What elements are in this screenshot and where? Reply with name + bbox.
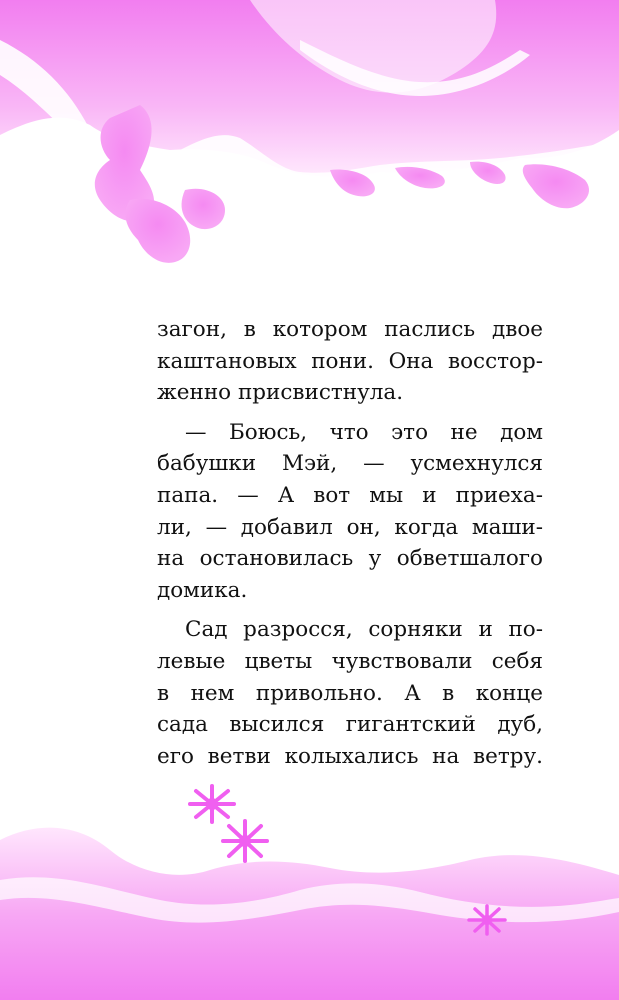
flower-icon bbox=[469, 906, 505, 934]
text-line: — Боюсь, что это не дом bbox=[185, 419, 543, 445]
paragraph bbox=[157, 417, 543, 607]
text-line: сада высился гигантский дуб, bbox=[157, 712, 543, 738]
text-line: в нем привольно. А в конце bbox=[157, 680, 543, 706]
text-line: загон, в котором паслись двое bbox=[157, 317, 543, 342]
text-line: домика. bbox=[157, 577, 248, 603]
tree-branches-illustration bbox=[0, 0, 619, 263]
flower-icon bbox=[190, 786, 234, 822]
flower-icon bbox=[223, 821, 267, 861]
story-text bbox=[157, 314, 543, 780]
text-line: его ветви колыхались на ветру. bbox=[157, 743, 543, 769]
text-line: левые цветы чувствовали себя bbox=[157, 648, 543, 674]
text-line: женно присвистнула. bbox=[157, 380, 404, 406]
hills-illustration bbox=[0, 828, 619, 1000]
text-line: Сад разросся, сорняки и по- bbox=[185, 617, 543, 643]
paragraph bbox=[157, 614, 543, 772]
text-line: на остановилась у обветшалого bbox=[157, 546, 543, 572]
text-line: каштановых пони. Она восстор- bbox=[157, 348, 543, 374]
text-line: ли, — добавил он, когда маши- bbox=[157, 514, 543, 540]
text-line: папа. — А вот мы и приеха- bbox=[157, 482, 543, 508]
text-line: бабушки Мэй, — усмехнулся bbox=[157, 451, 543, 477]
paragraph bbox=[157, 314, 543, 409]
